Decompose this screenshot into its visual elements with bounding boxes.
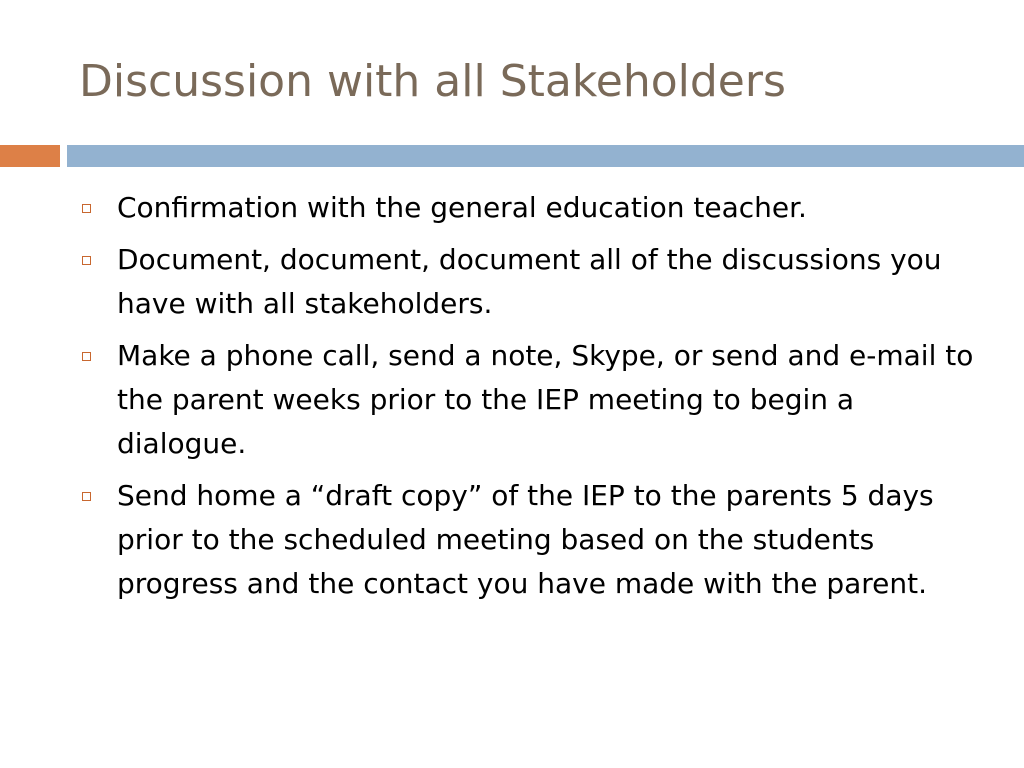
bullet-item — [82, 238, 982, 326]
bullet-text: Send home a “draft copy” of the IEP to the parents 5 days prior to the scheduled meeting based on the students progress and the contact you have made with the parent. — [117, 479, 934, 600]
bullet-item — [82, 334, 982, 466]
bullet-list — [82, 186, 982, 614]
bullet-text: Confirmation with the general education teacher. — [117, 191, 807, 224]
slide-title: Discussion with all Stakeholders — [79, 56, 786, 107]
hollow-square-bullet-icon — [82, 492, 91, 501]
hollow-square-bullet-icon — [82, 204, 91, 213]
bullet-text: Make a phone call, send a note, Skype, or send and e-mail to the parent weeks prior to the IEP meeting to begin a dialogue. — [117, 339, 974, 460]
hollow-square-bullet-icon — [82, 256, 91, 265]
bullet-item — [82, 474, 982, 606]
title-accent-bar — [0, 145, 60, 167]
hollow-square-bullet-icon — [82, 352, 91, 361]
bullet-text: Document, document, document all of the discussions you have with all stakeholders. — [117, 243, 942, 320]
title-divider-bar — [67, 145, 1024, 167]
bullet-item — [82, 186, 982, 230]
